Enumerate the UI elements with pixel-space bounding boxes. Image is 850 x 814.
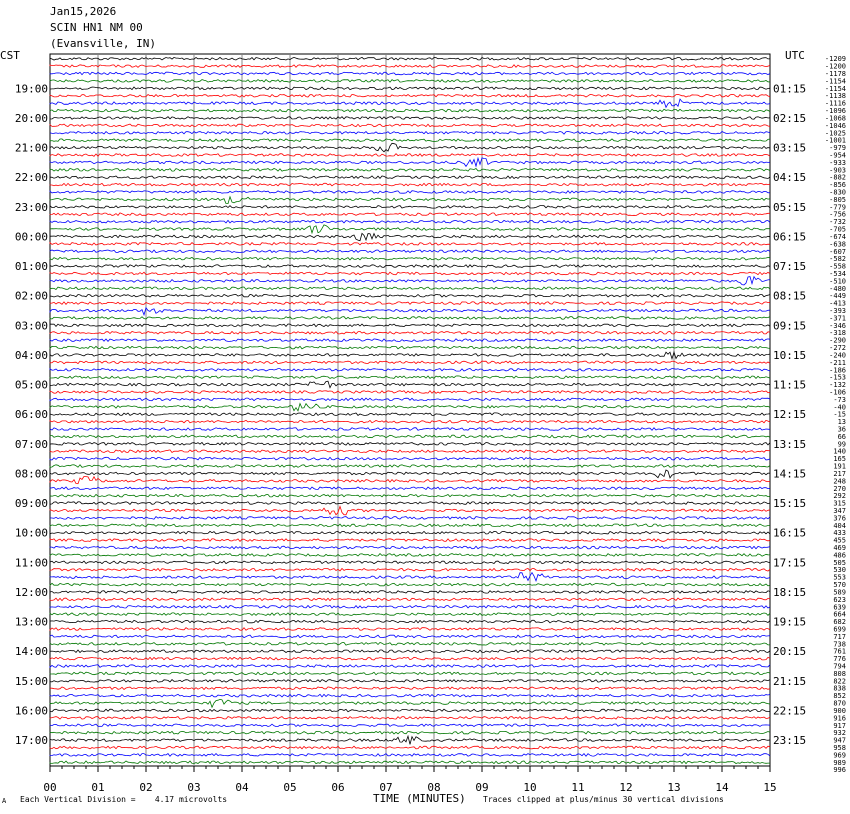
trace-offset-label: 969	[833, 751, 846, 760]
right-hour-label: 22:15	[773, 704, 807, 718]
trace-offset-label: 932	[833, 729, 846, 738]
trace-32	[50, 287, 770, 290]
trace-offset-label: 808	[833, 669, 846, 678]
trace-offset-label: 570	[833, 581, 846, 590]
left-hour-label: 14:00	[14, 645, 48, 659]
trace-18	[50, 183, 770, 186]
right-hour-label: 11:15	[773, 378, 807, 392]
trace-14	[50, 154, 770, 157]
trace-10	[50, 124, 770, 127]
trace-offset-label: -393	[829, 307, 846, 316]
trace-offset-label: 682	[833, 618, 846, 627]
trace-offset-label: -756	[829, 210, 846, 219]
right-hour-label: 02:15	[773, 111, 807, 125]
trace-offset-label: -830	[829, 188, 846, 197]
trace-81	[50, 650, 770, 653]
right-hour-label: 23:15	[773, 734, 807, 748]
trace-19	[50, 191, 770, 194]
trace-offset-label: 639	[833, 603, 846, 612]
trace-80	[50, 643, 770, 646]
trace-offset-label: -979	[829, 144, 846, 153]
left-hour-label: 12:00	[14, 585, 48, 599]
trace-offset-label: -1209	[824, 55, 846, 64]
x-tick-label: 08	[427, 781, 441, 794]
trace-68	[50, 554, 770, 557]
trace-49	[50, 413, 770, 416]
right-hour-label: 20:15	[773, 645, 807, 659]
x-tick-label: 07	[379, 781, 393, 794]
trace-offset-label: 270	[833, 484, 846, 493]
left-hour-label: 02:00	[14, 289, 48, 303]
trace-offset-label: 553	[833, 573, 846, 582]
left-hour-label: 00:00	[14, 230, 48, 244]
trace-offset-label: -40	[833, 403, 846, 412]
trace-48	[50, 404, 770, 411]
right-hour-label: 10:15	[773, 348, 807, 362]
trace-42	[50, 361, 770, 364]
trace-94	[50, 746, 770, 749]
trace-offset-label: 776	[833, 655, 846, 664]
trace-offset-label: -607	[829, 247, 846, 256]
trace-22	[50, 213, 770, 216]
x-tick-label: 03	[187, 781, 201, 794]
trace-53	[50, 443, 770, 446]
trace-offset-label: -132	[829, 381, 846, 390]
trace-offset-label: -856	[829, 181, 846, 190]
trace-45	[50, 381, 770, 388]
trace-offset-label: 916	[833, 714, 846, 723]
trace-73	[50, 591, 770, 594]
trace-offset-label: 66	[837, 432, 846, 441]
trace-11	[50, 132, 770, 135]
trace-offset-label: 958	[833, 743, 846, 752]
trace-34	[50, 302, 770, 305]
left-hour-label: 11:00	[14, 556, 48, 570]
right-timezone-label: UTC	[785, 49, 805, 62]
x-tick-label: 10	[523, 781, 537, 794]
trace-8	[50, 109, 770, 112]
trace-offset-label: -73	[833, 395, 846, 404]
trace-offset-label: -674	[829, 232, 846, 241]
header-station: SCIN HN1 NM 00	[50, 21, 143, 34]
right-hour-label: 15:15	[773, 497, 807, 511]
left-hour-label: 04:00	[14, 348, 48, 362]
trace-offset-label: -1138	[824, 92, 846, 101]
trace-offset-label: 99	[837, 440, 846, 449]
trace-30	[50, 272, 770, 275]
trace-79	[50, 635, 770, 638]
trace-7	[50, 99, 770, 107]
right-hour-label: 03:15	[773, 141, 807, 155]
trace-16	[50, 169, 770, 172]
right-hour-label: 18:15	[773, 585, 807, 599]
trace-offset-label: -732	[829, 218, 846, 227]
trace-5	[50, 87, 770, 90]
trace-offset-label: -510	[829, 277, 846, 286]
trace-offset-label: 315	[833, 499, 846, 508]
left-hour-label: 22:00	[14, 171, 48, 185]
trace-88	[50, 699, 770, 707]
trace-offset-label: -903	[829, 166, 846, 175]
trace-87	[50, 694, 770, 697]
trace-72	[50, 583, 770, 586]
trace-offset-label: -15	[833, 410, 846, 419]
trace-59	[50, 487, 770, 490]
trace-65	[50, 531, 770, 534]
trace-27	[50, 250, 770, 253]
left-hour-label: 01:00	[14, 260, 48, 274]
left-hour-label: 15:00	[14, 674, 48, 688]
trace-4	[50, 80, 770, 83]
trace-38	[50, 331, 770, 334]
trace-offset-label: -1096	[824, 107, 846, 116]
trace-28	[50, 257, 770, 260]
x-tick-label: 15	[763, 781, 777, 794]
trace-offset-label: 36	[837, 425, 846, 434]
trace-offset-label: 376	[833, 514, 846, 523]
trace-60	[50, 494, 770, 497]
trace-71	[50, 573, 770, 581]
trace-39	[50, 339, 770, 342]
trace-15	[50, 158, 770, 167]
right-hour-label: 09:15	[773, 319, 807, 333]
trace-52	[50, 435, 770, 438]
trace-75	[50, 606, 770, 609]
vertical-division-note: Each Vertical Division = 4.17 microvolts	[20, 795, 228, 804]
trace-64	[50, 524, 770, 527]
trace-offset-label: 664	[833, 610, 846, 619]
trace-offset-label: 761	[833, 647, 846, 656]
trace-74	[50, 598, 770, 601]
trace-40	[50, 346, 770, 349]
trace-62	[50, 506, 770, 514]
trace-85	[50, 680, 770, 683]
trace-offset-label: -705	[829, 225, 846, 234]
right-hour-label: 16:15	[773, 526, 807, 540]
trace-offset-label: 917	[833, 721, 846, 730]
trace-offset-label: 165	[833, 455, 846, 464]
trace-offset-label: 13	[837, 418, 846, 427]
trace-offset-label: -1025	[824, 129, 846, 138]
trace-offset-label: -211	[829, 358, 846, 367]
trace-offset-label: 505	[833, 558, 846, 567]
trace-offset-label: -1046	[824, 121, 846, 130]
trace-offset-label: 852	[833, 692, 846, 701]
trace-offset-label: -371	[829, 314, 846, 323]
trace-offset-label: -954	[829, 151, 846, 160]
x-tick-label: 05	[283, 781, 297, 794]
right-hour-label: 06:15	[773, 230, 807, 244]
x-tick-label: 01	[91, 781, 105, 794]
trace-offset-label: 292	[833, 492, 846, 501]
left-hour-label: 21:00	[14, 141, 48, 155]
trace-78	[50, 628, 770, 631]
trace-offset-label: -480	[829, 284, 846, 293]
trace-96	[50, 761, 770, 764]
x-tick-label: 13	[667, 781, 681, 794]
trace-92	[50, 731, 770, 734]
trace-offset-label: -882	[829, 173, 846, 182]
trace-31	[50, 277, 770, 285]
trace-offset-label: 404	[833, 521, 846, 530]
left-hour-label: 17:00	[14, 734, 48, 748]
clip-note: Traces clipped at plus/minus 30 vertical divisions	[483, 795, 724, 804]
trace-50	[50, 420, 770, 423]
trace-21	[50, 206, 770, 209]
left-hour-label: 16:00	[14, 704, 48, 718]
left-hour-label: 05:00	[14, 378, 48, 392]
trace-12	[50, 139, 770, 142]
trace-offset-label: -318	[829, 329, 846, 338]
x-tick-label: 04	[235, 781, 249, 794]
trace-offset-label: -106	[829, 388, 846, 397]
trace-67	[50, 546, 770, 549]
trace-58	[50, 476, 770, 483]
trace-offset-label: -1154	[824, 84, 846, 93]
x-tick-label: 14	[715, 781, 729, 794]
left-timezone-label: CST	[0, 49, 20, 62]
trace-20	[50, 197, 770, 204]
right-hour-label: 17:15	[773, 556, 807, 570]
trace-44	[50, 376, 770, 379]
trace-offset-label: -449	[829, 292, 846, 301]
trace-91	[50, 724, 770, 727]
trace-26	[50, 243, 770, 246]
trace-offset-label: 140	[833, 447, 846, 456]
right-hour-label: 13:15	[773, 437, 807, 451]
trace-89	[50, 709, 770, 712]
trace-offset-label: 347	[833, 506, 846, 515]
trace-offset-label: 217	[833, 469, 846, 478]
trace-70	[50, 569, 770, 572]
left-hour-label: 19:00	[14, 82, 48, 96]
left-hour-label: 08:00	[14, 467, 48, 481]
trace-84	[50, 672, 770, 675]
x-tick-label: 12	[619, 781, 633, 794]
trace-offset-label: 191	[833, 462, 846, 471]
trace-69	[50, 561, 770, 564]
trace-offset-label: 469	[833, 544, 846, 553]
left-hour-label: 09:00	[14, 497, 48, 511]
right-hour-label: 21:15	[773, 674, 807, 688]
left-hour-label: 06:00	[14, 408, 48, 422]
trace-66	[50, 539, 770, 542]
trace-2	[50, 65, 770, 68]
trace-offset-label: -933	[829, 158, 846, 167]
trace-offset-label: 433	[833, 529, 846, 538]
trace-55	[50, 457, 770, 460]
trace-29	[50, 265, 770, 268]
right-hour-label: 01:15	[773, 82, 807, 96]
trace-offset-label: -558	[829, 262, 846, 271]
trace-offset-label: -1178	[824, 70, 846, 79]
x-tick-label: 11	[571, 781, 585, 794]
trace-offset-label: -1001	[824, 136, 846, 145]
trace-offset-label: -346	[829, 321, 846, 330]
trace-offset-label: 717	[833, 632, 846, 641]
trace-offset-label: -153	[829, 373, 846, 382]
trace-82	[50, 657, 770, 660]
trace-offset-label: -1116	[824, 99, 846, 108]
trace-offset-label: 248	[833, 477, 846, 486]
trace-93	[50, 736, 770, 744]
trace-9	[50, 117, 770, 120]
trace-offset-label: -1154	[824, 77, 846, 86]
trace-25	[50, 233, 770, 240]
trace-61	[50, 502, 770, 505]
trace-86	[50, 687, 770, 690]
trace-offset-label: -779	[829, 203, 846, 212]
x-tick-label: 02	[139, 781, 153, 794]
trace-offset-label: 900	[833, 706, 846, 715]
trace-offset-label: 623	[833, 595, 846, 604]
trace-offset-label: -290	[829, 336, 846, 345]
trace-offset-label: 870	[833, 699, 846, 708]
right-hour-label: 12:15	[773, 408, 807, 422]
x-tick-label: 09	[475, 781, 489, 794]
left-hour-label: 07:00	[14, 437, 48, 451]
trace-3	[50, 72, 770, 75]
trace-35	[50, 308, 770, 315]
trace-offset-label: -534	[829, 269, 846, 278]
footer-mark: A	[2, 797, 7, 805]
trace-24	[50, 225, 770, 233]
right-hour-label: 08:15	[773, 289, 807, 303]
trace-23	[50, 220, 770, 223]
left-hour-label: 23:00	[14, 200, 48, 214]
right-hour-label: 19:15	[773, 615, 807, 629]
trace-offset-label: 947	[833, 736, 846, 745]
left-hour-label: 20:00	[14, 111, 48, 125]
trace-33	[50, 294, 770, 297]
right-hour-label: 07:15	[773, 260, 807, 274]
trace-47	[50, 398, 770, 401]
trace-offset-label: -1200	[824, 62, 846, 71]
trace-offset-label: -805	[829, 195, 846, 204]
header-date: Jan15,2026	[50, 5, 117, 18]
trace-56	[50, 465, 770, 468]
trace-offset-label: 838	[833, 684, 846, 693]
trace-offset-label: -638	[829, 240, 846, 249]
trace-offset-label: -272	[829, 344, 846, 353]
trace-46	[50, 391, 770, 394]
right-hour-label: 14:15	[773, 467, 807, 481]
trace-offset-label: -582	[829, 255, 846, 264]
trace-83	[50, 665, 770, 668]
left-hour-label: 10:00	[14, 526, 48, 540]
x-tick-label: 06	[331, 781, 345, 794]
trace-90	[50, 717, 770, 720]
trace-offset-label: -240	[829, 351, 846, 360]
trace-51	[50, 428, 770, 431]
left-hour-label: 03:00	[14, 319, 48, 333]
trace-offset-label: 589	[833, 588, 846, 597]
trace-offset-label: -413	[829, 299, 846, 308]
trace-77	[50, 620, 770, 623]
trace-offset-label: 989	[833, 758, 846, 767]
trace-17	[50, 176, 770, 179]
trace-offset-label: 455	[833, 536, 846, 545]
trace-41	[50, 352, 770, 359]
right-hour-label: 04:15	[773, 171, 807, 185]
header-location: (Evansville, IN)	[50, 37, 156, 50]
trace-76	[50, 613, 770, 616]
right-hour-label: 05:15	[773, 200, 807, 214]
trace-1	[50, 57, 770, 60]
trace-offset-label: 530	[833, 566, 846, 575]
trace-offset-label: 699	[833, 625, 846, 634]
x-tick-label: 00	[43, 781, 57, 794]
trace-37	[50, 324, 770, 327]
trace-offset-label: 738	[833, 640, 846, 649]
trace-offset-label: -1068	[824, 114, 846, 123]
trace-offset-label: 794	[833, 662, 846, 671]
trace-offset-label: 996	[833, 766, 846, 775]
trace-36	[50, 317, 770, 320]
trace-offset-label: 486	[833, 551, 846, 560]
trace-95	[50, 754, 770, 757]
trace-43	[50, 369, 770, 372]
trace-offset-label: 822	[833, 677, 846, 686]
trace-13	[50, 143, 770, 152]
trace-6	[50, 94, 770, 97]
trace-57	[50, 470, 770, 478]
trace-offset-label: -186	[829, 366, 846, 375]
x-axis-title: TIME (MINUTES)	[373, 792, 466, 805]
left-hour-label: 13:00	[14, 615, 48, 629]
trace-54	[50, 450, 770, 453]
trace-63	[50, 517, 770, 520]
